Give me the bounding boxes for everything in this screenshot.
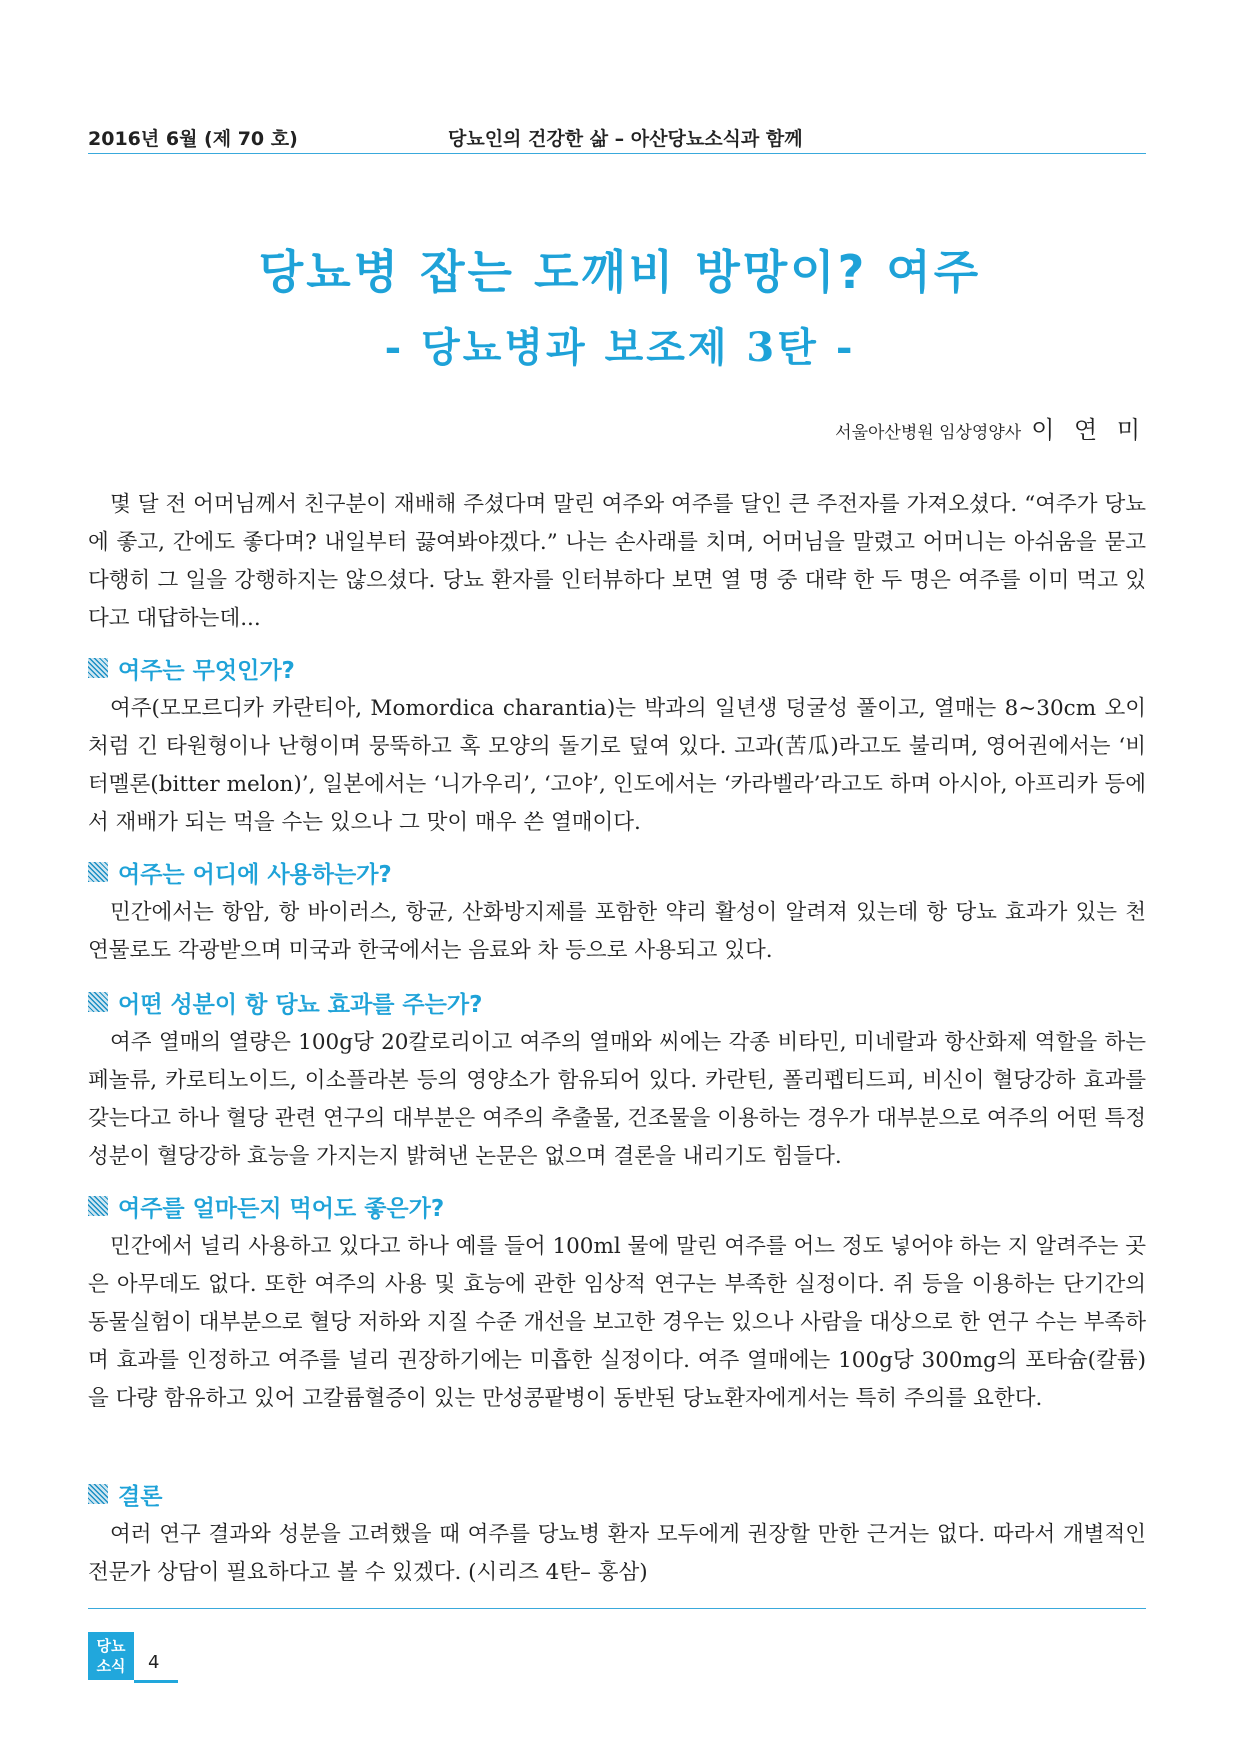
section-heading-what bbox=[88, 652, 295, 684]
author-name: 이 연 미 bbox=[1031, 416, 1146, 444]
hatch-bullet-icon bbox=[88, 658, 108, 678]
newsletter-badge bbox=[88, 1632, 134, 1680]
article-subtitle: - 당뇨병과 보조제 3탄 - bbox=[384, 324, 856, 371]
section-body-what: 여주(모모르디카 카란티아, Momordica charantia)는 박과의 일년생 덩굴성 풀이고, 열매는 8~30cm 오이처럼 긴 타원형이나 난형이며 뭉뚝하고 혹 모양의 돌기로 덮여 있다. 고과(苦瓜)라고도 불리며, 영어권에서는 ‘비터멜론(bitter melon)’, 일본에서는 ‘니가우리’, ‘고야’, 인도에서는 ‘카라벨라’라고도 하며 아시아, 아프리카 등에서 재배가 되는 먹을 수는 있으나 그 맛이 매우 쓴 열매이다. bbox=[88, 696, 1146, 835]
footer-divider bbox=[88, 1608, 1146, 1609]
page-number-underline bbox=[134, 1680, 178, 1683]
author-byline bbox=[835, 410, 1146, 445]
section-body-conclusion: 여러 연구 결과와 성분을 고려했을 때 여주를 당뇨병 환자 모두에게 권장할 만한 근거는 없다. 따라서 개별적인 전문가 상담이 필요하다고 볼 수 있겠다. (시리즈 4탄– 홍삼) bbox=[88, 1522, 1146, 1585]
author-affiliation: 서울아산병원 임상영양사 bbox=[835, 423, 1022, 443]
section-heading-text: 어떤 성분이 항 당뇨 효과를 주는가? bbox=[118, 991, 483, 1018]
intro-paragraph: 몇 달 전 어머님께서 친구분이 재배해 주셨다며 말린 여주와 여주를 달인 큰 주전자를 가져오셨다. “여주가 당뇨에 좋고, 간에도 좋다며? 내일부터 끓여봐야겠다.” 나는 손사래를 치며, 어머님을 말렸고 어머니는 아쉬움을 묻고 다행히 그 일을 강행하지는 않으셨다. 당뇨 환자를 인터뷰하다 보면 열 명 중 대략 한 두 명은 여주를 이미 먹고 있다고 대답하는데... bbox=[88, 492, 1146, 631]
hatch-bullet-icon bbox=[88, 992, 108, 1012]
section-heading-text: 여주는 무엇인가? bbox=[118, 657, 295, 684]
header-divider bbox=[88, 153, 1146, 154]
page-header bbox=[88, 124, 1146, 154]
hatch-bullet-icon bbox=[88, 862, 108, 882]
section-heading-text: 결론 bbox=[118, 1483, 163, 1510]
section-heading-dosage bbox=[88, 1190, 444, 1222]
newsletter-tagline: 당뇨인의 건강한 삶 – 아산당뇨소식과 함께 bbox=[448, 128, 803, 150]
issue-info: 2016년 6월 (제 70 호) bbox=[88, 128, 298, 150]
article-title: 당뇨병 잡는 도깨비 방망이? 여주 bbox=[258, 245, 982, 299]
section-body-dosage: 민간에서 널리 사용하고 있다고 하나 예를 들어 100ml 물에 말린 여주를 어느 정도 넣어야 하는 지 알려주는 곳은 아무데도 없다. 또한 여주의 사용 및 효능에 관한 임상적 연구는 부족한 실정이다. 쥐 등을 이용하는 단기간의 동물실험이 대부분으로 혈당 저하와 지질 수준 개선을 보고한 경우는 있으나 사람을 대상으로 한 연구 수는 부족하며 효과를 인정하고 여주를 널리 권장하기에는 미흡한 실정이다. 여주 열매에는 100g당 300mg의 포타슘(칼륨)을 다량 함유하고 있어 고칼륨혈증이 있는 만성콩팥병이 동반된 당뇨환자에게서는 특히 주의를 요한다. bbox=[88, 1234, 1147, 1411]
badge-line-1: 당뇨 bbox=[96, 1637, 126, 1655]
section-heading-ingredients bbox=[88, 986, 482, 1018]
section-body-usage: 민간에서는 항암, 항 바이러스, 항균, 산화방지제를 포함한 약리 활성이 알려져 있는데 항 당뇨 효과가 있는 천연물로도 각광받으며 미국과 한국에서는 음료와 차 등으로 사용되고 있다. bbox=[88, 900, 1146, 963]
hatch-bullet-icon bbox=[88, 1196, 108, 1216]
badge-line-2: 소식 bbox=[96, 1657, 126, 1675]
section-heading-text: 여주를 얼마든지 먹어도 좋은가? bbox=[118, 1195, 445, 1222]
section-heading-conclusion bbox=[88, 1478, 162, 1510]
section-heading-text: 여주는 어디에 사용하는가? bbox=[118, 861, 392, 888]
page-number: 4 bbox=[148, 1652, 160, 1673]
section-body-ingredients: 여주 열매의 열량은 100g당 20칼로리이고 여주의 열매와 씨에는 각종 비타민, 미네랄과 항산화제 역할을 하는 페놀류, 카로티노이드, 이소플라본 등의 영양소가 함유되어 있다. 카란틴, 폴리펩티드피, 비신이 혈당강하 효과를 갖는다고 하나 혈당 관련 연구의 대부분은 여주의 추출물, 건조물을 이용하는 경우가 대부분으로 여주의 어떤 특정 성분이 혈당강하 효능을 가지는지 밝혀낸 논문은 없으며 결론을 내리기도 힘들다. bbox=[88, 1030, 1146, 1169]
hatch-bullet-icon bbox=[88, 1484, 108, 1504]
section-heading-usage bbox=[88, 856, 392, 888]
